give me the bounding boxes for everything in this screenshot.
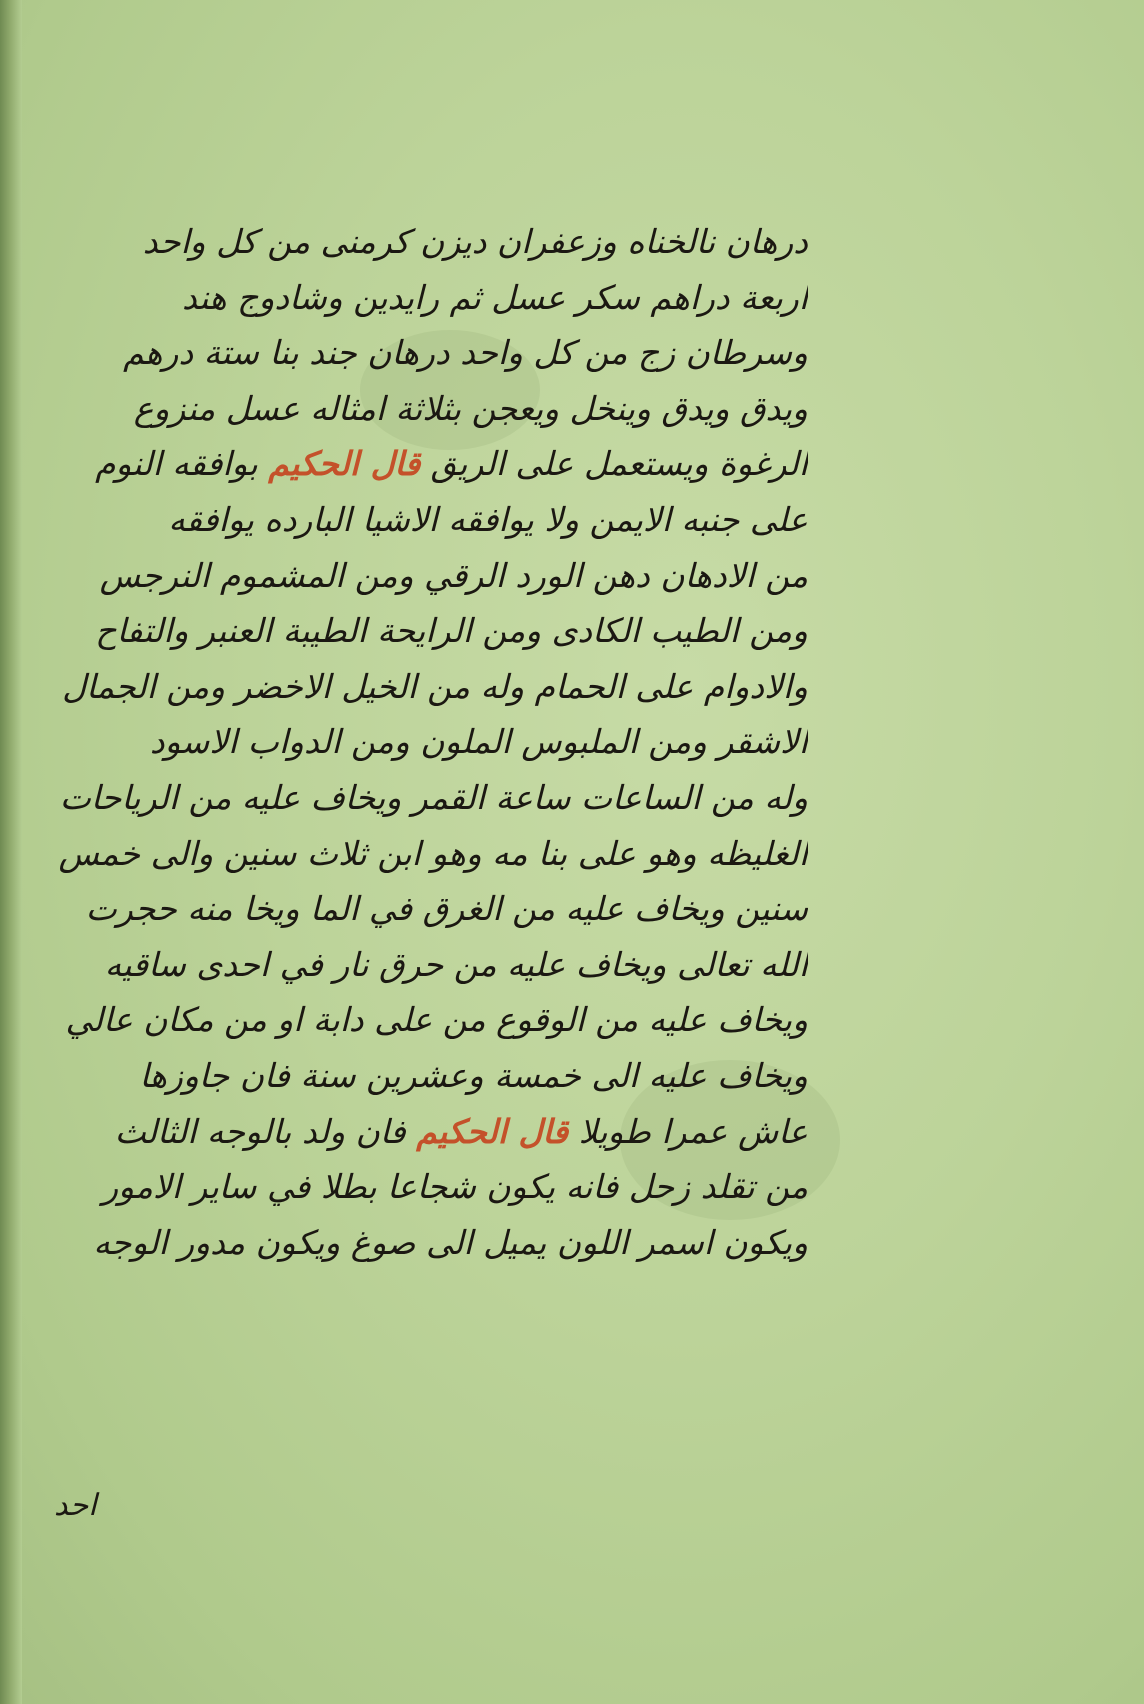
line-text: فان ولد بالوجه الثالث — [114, 1111, 417, 1151]
rubric-heading: قال الحكيم — [416, 1111, 569, 1151]
line-text: الغليظه وهو على بنا مه وهو ابن ثلاث سنين والى خمس — [58, 833, 808, 873]
text-line — [18, 992, 808, 1048]
text-line — [18, 714, 808, 770]
text-line — [18, 381, 808, 437]
line-text: ويخاف عليه من الوقوع من على دابة او من مكان عالي — [65, 1000, 808, 1040]
manuscript-text — [18, 214, 808, 1270]
line-text: على جنبه الايمن ولا يوافقه الاشيا البارده يوافقه — [168, 499, 808, 539]
text-line — [18, 937, 808, 993]
line-text: وسرطان زج من كل واحد درهان جند بنا ستة درهم — [123, 333, 808, 373]
text-line — [18, 492, 808, 548]
line-text: عاش عمرا طويلا — [568, 1111, 808, 1151]
text-line — [18, 325, 808, 381]
line-text: من تقلد زحل فانه يكون شجاعا بطلا في ساير الامور — [102, 1167, 808, 1207]
line-text: سنين ويخاف عليه من الغرق في الما ويخا منه حجرت — [85, 889, 808, 929]
text-line — [18, 1159, 808, 1215]
line-text: والادوام على الحمام وله من الخيل الاخضر ومن الجمال — [62, 666, 808, 706]
text-line — [18, 881, 808, 937]
text-line — [18, 826, 808, 882]
line-text: وله من الساعات ساعة القمر ويخاف عليه من الرياحات — [59, 777, 808, 817]
text-line — [18, 270, 808, 326]
text-line — [18, 770, 808, 826]
line-text: من الادهان دهن الورد الرقي ومن المشموم النرجس — [99, 555, 808, 595]
line-text: اربعة دراهم سكر عسل ثم رايدين وشادوج هند — [181, 277, 808, 317]
line-text: الاشقر ومن الملبوس الملون ومن الدواب الاسود — [149, 722, 808, 762]
catchword: احد — [54, 1488, 97, 1523]
text-line — [18, 1215, 808, 1271]
line-text: ويكون اسمر اللون يميل الى صوغ ويكون مدور الوجه — [93, 1222, 808, 1262]
line-text: الرغوة ويستعمل على الريق — [420, 444, 808, 484]
text-line — [18, 1048, 808, 1104]
text-line — [18, 214, 808, 270]
line-text: ويدق ويدق وينخل ويعجن بثلاثة امثاله عسل منزوع — [133, 388, 808, 428]
text-line — [18, 1104, 808, 1160]
line-text: بوافقه النوم — [95, 444, 269, 484]
line-text: الله تعالى ويخاف عليه من حرق نار في احدى ساقيه — [104, 944, 808, 984]
line-text: درهان نالخناه وزعفران ديزن كرمنى من كل واحد — [142, 222, 808, 261]
line-text: ويخاف عليه الى خمسة وعشرين سنة فان جاوزها — [139, 1055, 808, 1095]
line-text: ومن الطيب الكادى ومن الرايحة الطيبة العنبر والتفاح — [95, 611, 808, 651]
text-line — [18, 548, 808, 604]
text-line — [18, 659, 808, 715]
text-line — [18, 603, 808, 659]
rubric-heading: قال الحكيم — [268, 444, 421, 484]
text-line — [18, 436, 808, 492]
